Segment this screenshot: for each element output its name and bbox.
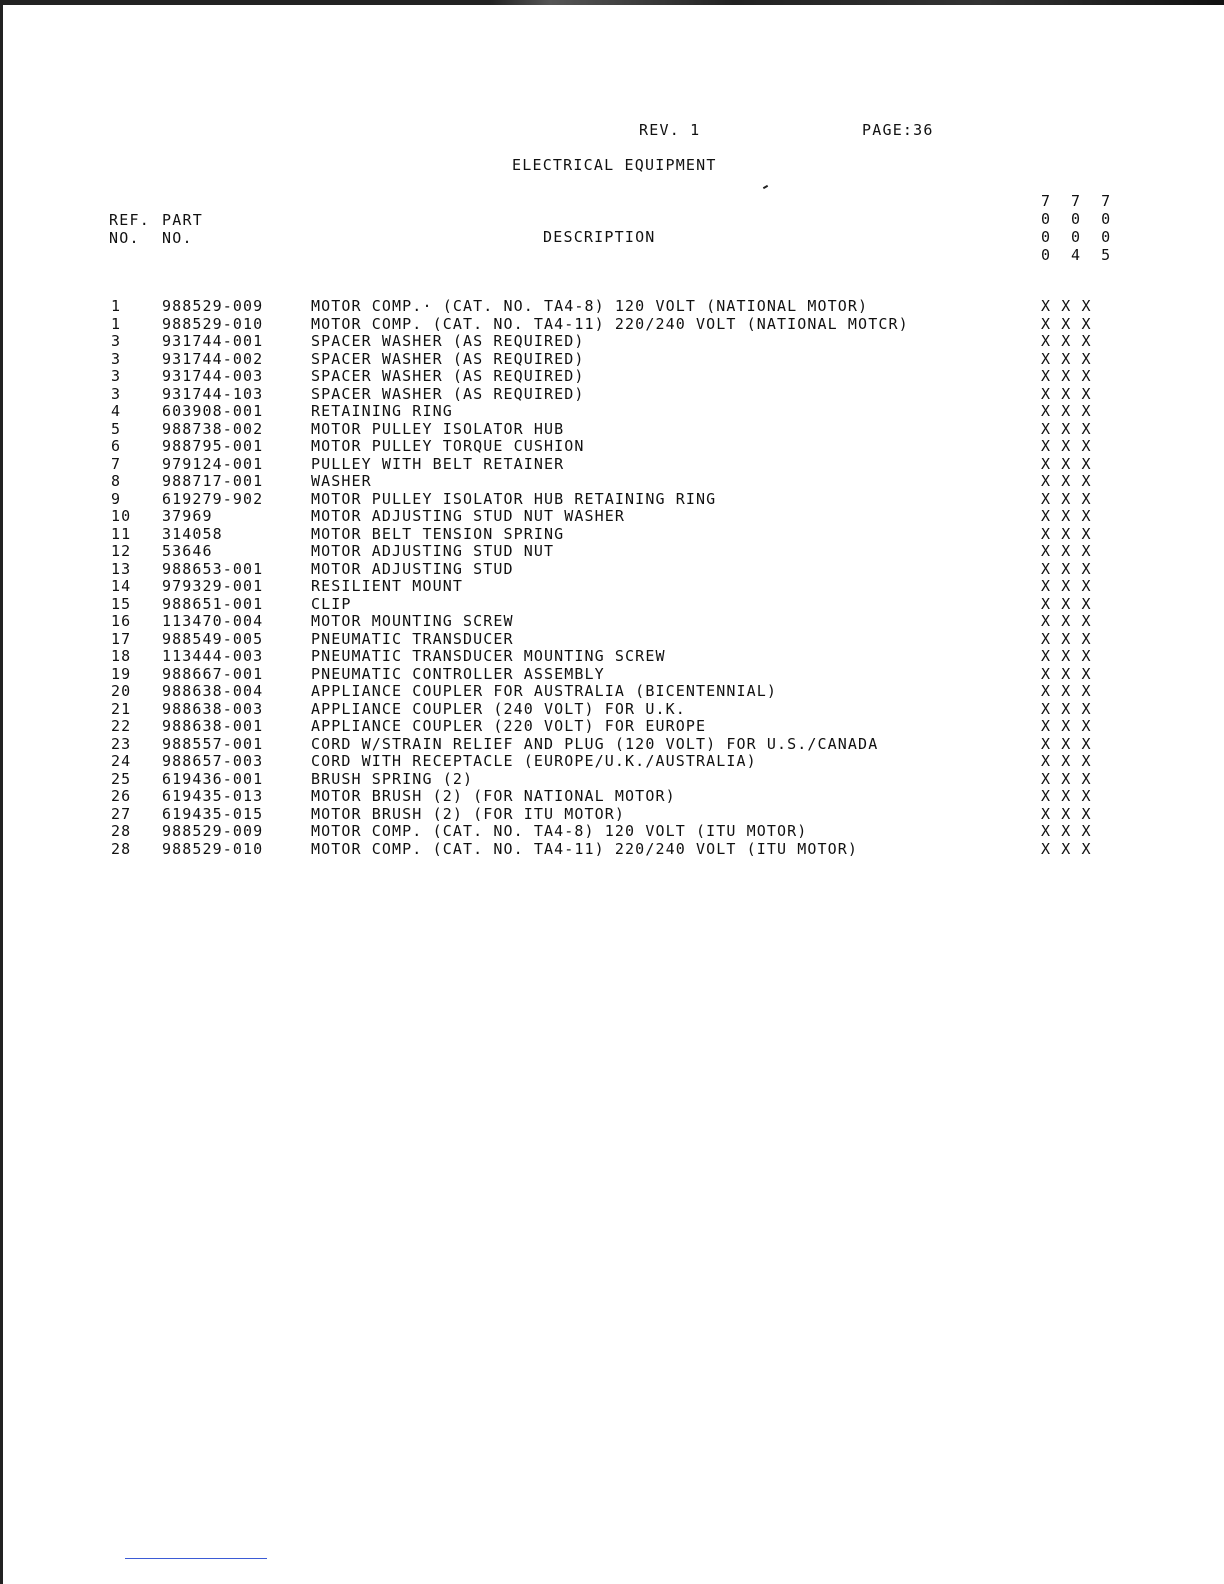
applicability-marks: X X X (1041, 577, 1092, 595)
applicability-marks: X X X (1041, 699, 1092, 718)
part-description: MOTOR COMP. (CAT. NO. TA4-11) 220/240 VOLT (NATIONAL MOTCR) (311, 314, 909, 333)
table-row (0, 823, 1224, 841)
part-no: 53646 (162, 542, 213, 560)
part-description: CLIP (311, 594, 352, 613)
table-row (0, 841, 1224, 859)
table-row (0, 386, 1224, 404)
part-no: 988657-003 (162, 752, 264, 770)
applicability-marks: X X X (1041, 612, 1092, 630)
part-description: WASHER (311, 472, 372, 490)
part-description: MOTOR COMP. (CAT. NO. TA4-8) 120 VOLT (ITU MOTOR) (311, 822, 808, 840)
part-description: MOTOR PULLEY ISOLATOR HUB RETAINING RING (311, 489, 717, 508)
table-row (0, 526, 1224, 544)
applicability-marks: X X X (1041, 629, 1092, 648)
applicability-marks: X X X (1041, 734, 1092, 753)
part-description: MOTOR COMP. (CAT. NO. TA4-11) 220/240 VOLT (ITU MOTOR) (311, 839, 859, 858)
part-description: MOTOR PULLEY TORQUE CUSHION (311, 437, 585, 455)
part-no: 931744-103 (162, 384, 264, 403)
part-no: 113444-003 (162, 647, 264, 665)
part-description: MOTOR ADJUSTING STUD (311, 559, 514, 578)
part-description: SPACER WASHER (AS REQUIRED) (311, 349, 585, 368)
table-row (0, 806, 1224, 824)
applicability-marks: X X X (1041, 594, 1092, 613)
applicability-marks: X X X (1041, 752, 1092, 770)
part-no: 979124-001 (162, 454, 264, 473)
applicability-marks: X X X (1041, 472, 1092, 490)
ref-no: 21 (111, 699, 132, 718)
table-row (0, 316, 1224, 334)
table-row (0, 666, 1224, 684)
table-row (0, 543, 1224, 561)
page-number: PAGE:36 (862, 121, 934, 139)
part-no: 314058 (162, 524, 223, 543)
part-description: CORD WITH RECEPTACLE (EUROPE/U.K./AUSTRALIA) (311, 752, 757, 770)
part-no: 988557-001 (162, 734, 264, 753)
part-description: SPACER WASHER (AS REQUIRED) (311, 384, 585, 403)
table-row (0, 788, 1224, 806)
part-description: MOTOR ADJUSTING STUD NUT WASHER (311, 507, 626, 525)
ref-no: 16 (111, 612, 132, 630)
part-no: 988529-010 (162, 314, 264, 333)
part-no: 931744-002 (162, 349, 264, 368)
ref-no: 25 (111, 769, 132, 788)
ref-no: 23 (111, 734, 132, 753)
ref-no: 17 (111, 629, 132, 648)
part-no: 931744-001 (162, 332, 264, 350)
table-row (0, 298, 1224, 316)
applicability-marks: X X X (1041, 507, 1092, 525)
applicability-marks: X X X (1041, 769, 1092, 788)
part-no: 979329-001 (162, 577, 264, 595)
part-no: 619279-902 (162, 489, 264, 508)
part-no: 988529-010 (162, 839, 264, 858)
ref-no: 14 (111, 577, 132, 595)
part-header-line2: NO. (162, 229, 193, 247)
part-no: 988795-001 (162, 437, 264, 455)
table-row (0, 648, 1224, 666)
ref-no: 20 (111, 682, 132, 700)
part-no: 988529-009 (162, 297, 264, 315)
ref-no: 8 (111, 472, 122, 490)
ref-no: 19 (111, 664, 132, 683)
ref-no: 12 (111, 542, 132, 560)
ref-no: 28 (111, 839, 132, 858)
ref-no: 6 (111, 437, 122, 455)
part-description: CORD W/STRAIN RELIEF AND PLUG (120 VOLT) FOR U.S./CANADA (311, 734, 879, 753)
applicability-marks: X X X (1041, 332, 1092, 350)
part-no: 988638-003 (162, 699, 264, 718)
part-description: BRUSH SPRING (2) (311, 769, 474, 788)
ref-header-line1: REF. (109, 211, 150, 229)
table-row (0, 578, 1224, 596)
applicability-marks: X X X (1041, 542, 1092, 560)
part-description: APPLIANCE COUPLER (240 VOLT) FOR U.K. (311, 699, 686, 718)
part-no: 113470-004 (162, 612, 264, 630)
page-title: ELECTRICAL EQUIPMENT (512, 156, 717, 174)
ref-header-line2: NO. (109, 229, 140, 247)
ref-no: 22 (111, 717, 132, 735)
footer-rule (125, 1558, 267, 1559)
applicability-marks: X X X (1041, 682, 1092, 700)
table-row (0, 456, 1224, 474)
applicability-marks: X X X (1041, 454, 1092, 473)
table-row (0, 333, 1224, 351)
ref-no: 27 (111, 804, 132, 823)
ref-no: 1 (111, 297, 122, 315)
part-description: MOTOR ADJUSTING STUD NUT (311, 542, 555, 560)
table-row (0, 403, 1224, 421)
model-digits-row-3: 0 0 0 (1041, 228, 1117, 246)
model-digits-row-4: 0 4 5 (1041, 246, 1117, 264)
table-row (0, 351, 1224, 369)
table-row (0, 753, 1224, 771)
ref-no: 26 (111, 787, 132, 805)
part-no: 988549-005 (162, 629, 264, 648)
applicability-marks: X X X (1041, 297, 1092, 315)
part-no: 619435-015 (162, 804, 264, 823)
ref-no: 5 (111, 419, 122, 438)
part-description: RESILIENT MOUNT (311, 577, 463, 595)
table-row (0, 561, 1224, 579)
model-digits-row-2: 0 0 0 (1041, 210, 1117, 228)
applicability-marks: X X X (1041, 402, 1092, 420)
part-description: MOTOR BRUSH (2) (FOR ITU MOTOR) (311, 804, 626, 823)
applicability-marks: X X X (1041, 822, 1092, 840)
part-description: PNEUMATIC CONTROLLER ASSEMBLY (311, 664, 605, 683)
applicability-marks: X X X (1041, 804, 1092, 823)
ref-no: 3 (111, 349, 122, 368)
part-description: PNEUMATIC TRANSDUCER (311, 629, 514, 648)
applicability-marks: X X X (1041, 384, 1092, 403)
table-row (0, 491, 1224, 509)
table-row (0, 683, 1224, 701)
table-row (0, 613, 1224, 631)
part-description: MOTOR BELT TENSION SPRING (311, 524, 565, 543)
table-row (0, 736, 1224, 754)
part-no: 37969 (162, 507, 213, 525)
applicability-marks: X X X (1041, 437, 1092, 455)
ref-no: 4 (111, 402, 122, 420)
part-no: 988653-001 (162, 559, 264, 578)
parts-table (0, 298, 1224, 858)
applicability-marks: X X X (1041, 559, 1092, 578)
ref-no: 13 (111, 559, 132, 578)
model-digits-row-1: 7 7 7 (1041, 192, 1117, 210)
applicability-marks: X X X (1041, 489, 1092, 508)
part-no: 988651-001 (162, 594, 264, 613)
table-row (0, 596, 1224, 614)
table-row (0, 438, 1224, 456)
revision-label: REV. 1 (639, 121, 701, 139)
applicability-marks: X X X (1041, 717, 1092, 735)
table-row (0, 718, 1224, 736)
part-description: MOTOR PULLEY ISOLATOR HUB (311, 419, 565, 438)
ref-no: 3 (111, 367, 122, 385)
ref-no: 7 (111, 454, 122, 473)
table-row (0, 508, 1224, 526)
part-no: 603908-001 (162, 402, 264, 420)
applicability-marks: X X X (1041, 314, 1092, 333)
part-no: 988638-004 (162, 682, 264, 700)
part-no: 988717-001 (162, 472, 264, 490)
part-header-line1: PART (162, 211, 203, 229)
applicability-marks: X X X (1041, 349, 1092, 368)
applicability-marks: X X X (1041, 839, 1092, 858)
ref-no: 28 (111, 822, 132, 840)
table-row (0, 701, 1224, 719)
part-no: 988738-002 (162, 419, 264, 438)
part-description: MOTOR MOUNTING SCREW (311, 612, 514, 630)
description-header: DESCRIPTION (543, 228, 656, 246)
part-no: 931744-003 (162, 367, 264, 385)
part-description: PULLEY WITH BELT RETAINER (311, 454, 565, 473)
part-description: MOTOR COMP.· (CAT. NO. TA4-8) 120 VOLT (NATIONAL MOTOR) (311, 297, 869, 315)
applicability-marks: X X X (1041, 419, 1092, 438)
applicability-marks: X X X (1041, 664, 1092, 683)
applicability-marks: X X X (1041, 647, 1092, 665)
ref-no: 9 (111, 489, 122, 508)
part-no: 619435-013 (162, 787, 264, 805)
part-description: APPLIANCE COUPLER (220 VOLT) FOR EUROPE (311, 717, 707, 735)
ref-no: 1 (111, 314, 122, 333)
applicability-marks: X X X (1041, 367, 1092, 385)
table-row (0, 771, 1224, 789)
part-description: SPACER WASHER (AS REQUIRED) (311, 332, 585, 350)
part-description: PNEUMATIC TRANSDUCER MOUNTING SCREW (311, 647, 666, 665)
part-no: 619436-001 (162, 769, 264, 788)
table-row (0, 421, 1224, 439)
ref-no: 3 (111, 384, 122, 403)
table-row (0, 473, 1224, 491)
ref-no: 15 (111, 594, 132, 613)
ref-no: 11 (111, 524, 132, 543)
applicability-marks: X X X (1041, 787, 1092, 805)
ref-no: 24 (111, 752, 132, 770)
applicability-marks: X X X (1041, 524, 1092, 543)
part-description: MOTOR BRUSH (2) (FOR NATIONAL MOTOR) (311, 787, 676, 805)
ref-no: 10 (111, 507, 132, 525)
part-description: RETAINING RING (311, 402, 453, 420)
table-row (0, 631, 1224, 649)
scan-edge-top (0, 0, 1224, 5)
part-no: 988529-009 (162, 822, 264, 840)
part-description: APPLIANCE COUPLER FOR AUSTRALIA (BICENTENNIAL) (311, 682, 778, 700)
part-description: SPACER WASHER (AS REQUIRED) (311, 367, 585, 385)
stray-mark (763, 185, 768, 189)
ref-no: 3 (111, 332, 122, 350)
part-no: 988667-001 (162, 664, 264, 683)
part-no: 988638-001 (162, 717, 264, 735)
ref-no: 18 (111, 647, 132, 665)
table-row (0, 368, 1224, 386)
